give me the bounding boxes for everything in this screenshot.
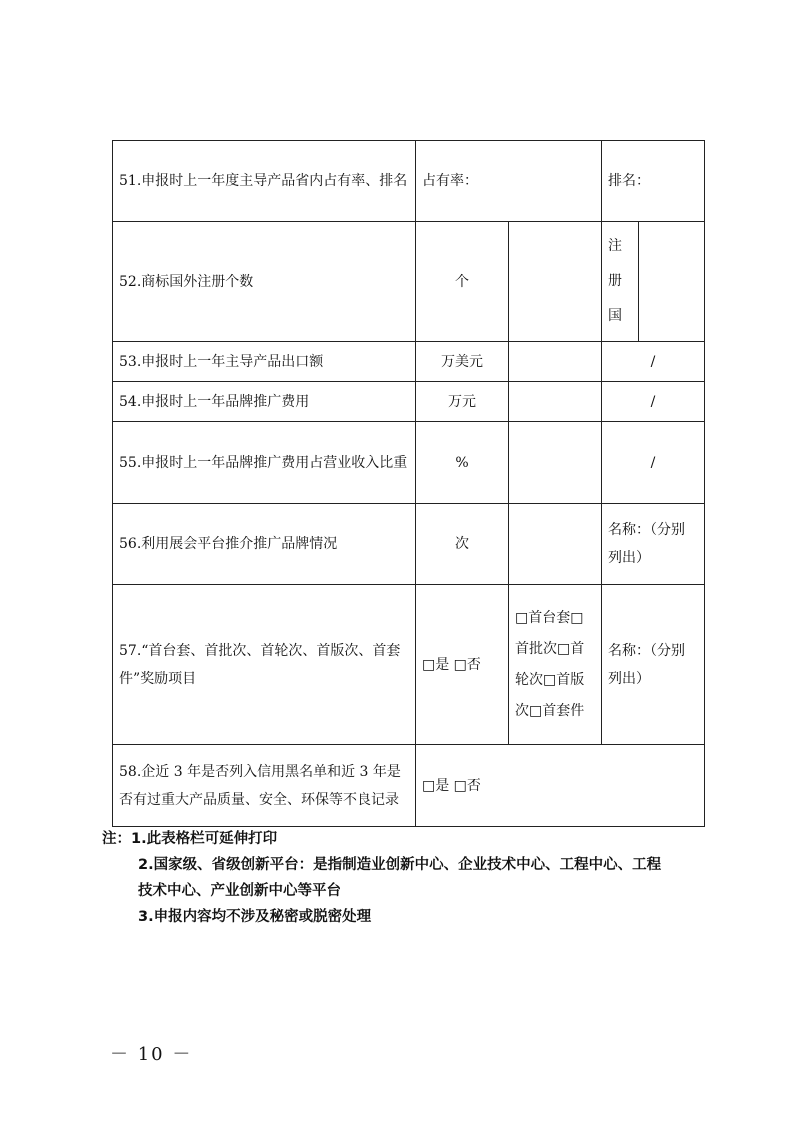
row-56-value-field[interactable] xyxy=(509,504,602,585)
note-line-1: 注：1.此表格栏可延伸打印 xyxy=(102,831,278,847)
note-line-3: 3.申报内容均不涉及秘密或脱密处理 xyxy=(138,909,372,925)
row-55-label: 55.申报时上一年品牌推广费用占营业收入比重 xyxy=(113,422,416,504)
page-number: － 10 － xyxy=(110,1044,193,1065)
row-56 xyxy=(113,504,705,585)
row-51 xyxy=(113,141,705,222)
note-line-2-continued: 技术中心、产业创新中心等平台 xyxy=(138,883,341,899)
row-55-unit: % xyxy=(416,422,509,504)
row-58-label: 58.企近 3 年是否列入信用黑名单和近 3 年是否有过重大产品质量、安全、环保等不良记录 xyxy=(113,745,416,827)
row-57-yes-no-checkboxes[interactable]: □是 □否 xyxy=(416,585,509,745)
row-52 xyxy=(113,222,705,342)
table-notes xyxy=(102,826,742,930)
row-55-value-field[interactable] xyxy=(509,422,602,504)
row-58-yes-no-checkboxes[interactable]: □是 □否 xyxy=(416,745,705,827)
row-52-unit: 个 xyxy=(416,222,509,342)
row-58 xyxy=(113,745,705,827)
row-53-slash: / xyxy=(602,342,705,382)
application-form-table xyxy=(112,140,705,827)
row-52-country-label xyxy=(602,222,639,342)
row-51-share-field[interactable]: 占有率： xyxy=(416,141,602,222)
country-char-3: 国 xyxy=(608,308,622,324)
row-54-slash: / xyxy=(602,382,705,422)
row-56-name-field[interactable]: 名称：（分别列出） xyxy=(602,504,705,585)
row-52-country-field[interactable] xyxy=(639,222,705,342)
row-57-award-options[interactable]: □首台套□首批次□首轮次□首版次□首套件 xyxy=(509,585,602,745)
country-char-1: 注 xyxy=(608,238,622,254)
row-53 xyxy=(113,342,705,382)
note-line-2: 2.国家级、省级创新平台：是指制造业创新中心、企业技术中心、工程中心、工程 xyxy=(138,857,662,873)
row-54-label: 54.申报时上一年品牌推广费用 xyxy=(113,382,416,422)
row-53-value-field[interactable] xyxy=(509,342,602,382)
row-57-name-field[interactable]: 名称：（分别列出） xyxy=(602,585,705,745)
row-54-value-field[interactable] xyxy=(509,382,602,422)
row-52-value-field[interactable] xyxy=(509,222,602,342)
row-54-unit: 万元 xyxy=(416,382,509,422)
row-55-slash: / xyxy=(602,422,705,504)
row-51-label: 51.申报时上一年度主导产品省内占有率、排名 xyxy=(113,141,416,222)
row-54 xyxy=(113,382,705,422)
row-56-unit: 次 xyxy=(416,504,509,585)
row-52-label: 52.商标国外注册个数 xyxy=(113,222,416,342)
row-51-rank-field[interactable]: 排名： xyxy=(602,141,705,222)
row-57 xyxy=(113,585,705,745)
row-53-label: 53.申报时上一年主导产品出口额 xyxy=(113,342,416,382)
row-55 xyxy=(113,422,705,504)
row-57-label: 57.“首台套、首批次、首轮次、首版次、首套件”奖励项目 xyxy=(113,585,416,745)
country-char-2: 册 xyxy=(608,273,622,289)
row-56-label: 56.利用展会平台推介推广品牌情况 xyxy=(113,504,416,585)
row-53-unit: 万美元 xyxy=(416,342,509,382)
